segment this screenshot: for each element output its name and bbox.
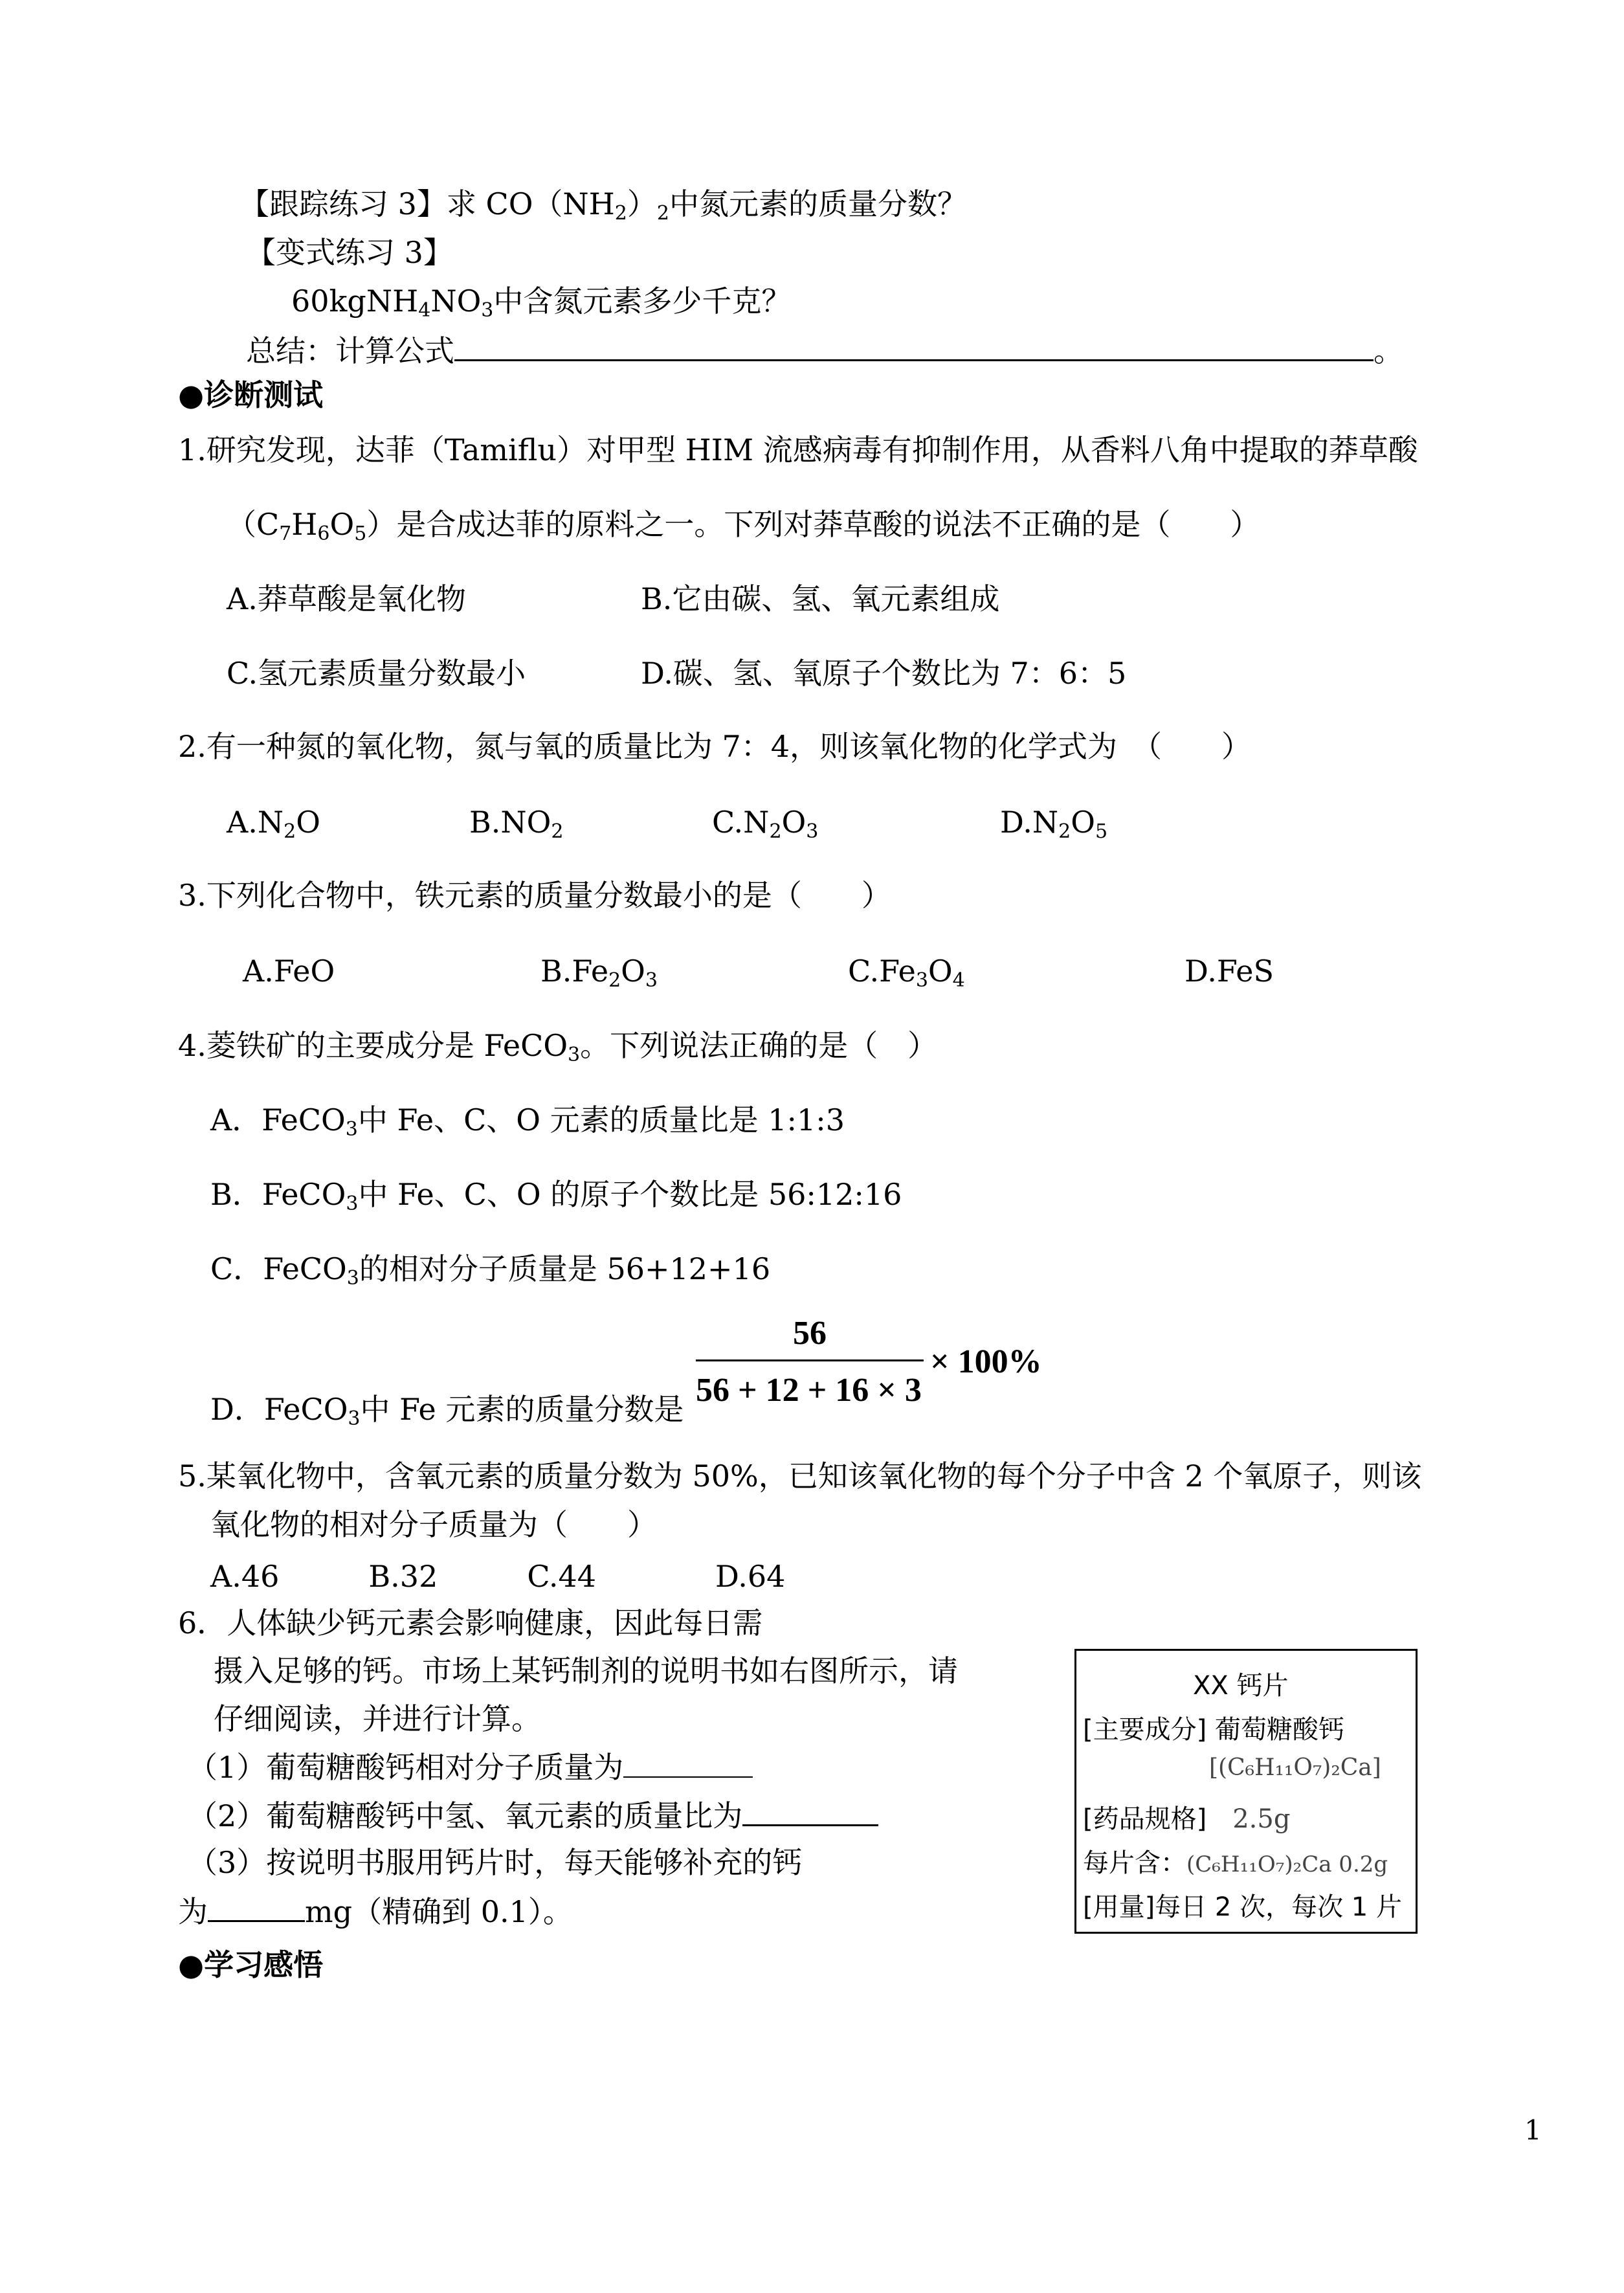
label-spec: [药品规格] 2.5g — [1083, 1804, 1291, 1834]
label-dosage: [用量]每日 2 次，每次 1 片 — [1083, 1892, 1402, 1922]
learning-heading: ●学习感悟 — [178, 1947, 324, 1982]
fraction-denominator: 56 + 12 + 16 × 3 — [696, 1372, 922, 1409]
q6-sub4: 为 mg（精确到 0.1）。 — [178, 1894, 573, 1929]
q5-options[interactable]: A.46 B.32 C.44 D.64 — [210, 1559, 786, 1594]
q2-option-d[interactable]: $D.N_2O_5$ — [1000, 805, 1108, 843]
q2-stem: 2.有一种氮的氧化物，氮与氧的质量比为 7：4，则该氧化物的化学式为 （ ） — [178, 729, 1252, 764]
variant-practice-title: 【变式练习 3】 — [246, 235, 453, 270]
fraction-numerator: 56 — [793, 1315, 827, 1352]
fraction-multiplier: × 100% — [930, 1343, 1042, 1380]
follow-practice-question: 【跟踪练习 3】求 $CO(NH_2)_2$中氮元素的质量分数？ — [239, 186, 967, 225]
variant-practice-question: $60kgNH_4NO_3$中含氮元素多少千克？ — [291, 284, 792, 322]
q6-answer2-blank[interactable] — [742, 1798, 878, 1826]
q6-stem-line1: 6．人体缺少钙元素会影响健康，因此每日需 — [178, 1605, 763, 1640]
q3-stem: 3.下列化合物中，铁元素的质量分数最小的是（ ） — [178, 878, 891, 913]
q3-option-a[interactable]: A.FeO — [243, 954, 335, 989]
q4-option-d[interactable]: D．FeCO$_3$中 Fe 元素的质量分数是 — [210, 1392, 684, 1430]
q4-option-a[interactable]: A．FeCO$_3$中 Fe、C、O 元素的质量比是 1:1:3 — [210, 1102, 845, 1141]
calcium-tablet-label — [1074, 1649, 1418, 1934]
q5-stem-line1: 5.某氧化物中，含氧元素的质量分数为 50%，已知该氧化物的每个分子中含 2 个氧原子，则该 — [178, 1459, 1422, 1493]
q4-option-b[interactable]: B．FeCO$_3$中 Fe、C、O 的原子个数比是 56:12:16 — [210, 1177, 902, 1215]
q1-option-c[interactable]: C.氢元素质量分数最小 — [227, 656, 526, 691]
q5-stem-line2: 氧化物的相对分子质量为（ ） — [210, 1507, 657, 1542]
formula-answer-blank[interactable] — [454, 333, 1374, 361]
q6-answer3-blank[interactable] — [208, 1894, 305, 1922]
q1-stem-line1: 1.研究发现，达菲（Tamiflu）对甲型 HIM 流感病毒有抑制作用，从香料八角中提取的莽草酸 — [178, 432, 1418, 467]
q6-sub3: （3）按说明书服用钙片时，每天能够补充的钙 — [188, 1845, 803, 1880]
q3-option-c[interactable]: $C.Fe_3O_4$ — [848, 954, 965, 992]
page-number: 1 — [1524, 2114, 1542, 2146]
diagnostic-heading: ●诊断测试 — [178, 377, 324, 412]
q1-option-b[interactable]: B.它由碳、氢、氧元素组成 — [641, 581, 1000, 616]
label-title: XX 钙片 — [1193, 1671, 1289, 1701]
label-formula: [(C₆H₁₁O₇)₂Ca] — [1209, 1754, 1381, 1781]
fraction-bar — [696, 1359, 924, 1361]
q4-option-c[interactable]: C．FeCO$_3$的相对分子质量是 56+12+16 — [210, 1251, 771, 1290]
q6-sub1: （1）葡萄糖酸钙相对分子质量为 — [188, 1751, 753, 1784]
label-main-ingredient: [主要成分] 葡萄糖酸钙 — [1083, 1715, 1344, 1745]
summary-formula: 总结：计算公式 。 — [246, 333, 1403, 368]
q2-option-a[interactable]: $A.N_2O$ — [227, 805, 320, 843]
q6-sub2: （2）葡萄糖酸钙中氢、氧元素的质量比为 — [188, 1798, 878, 1833]
mass-fraction-formula — [696, 1314, 1084, 1418]
q6-stem-line2: 摄入足够的钙。市场上某钙制剂的说明书如右图所示，请 — [214, 1653, 958, 1688]
q3-option-b[interactable]: $B.Fe_2O_3$ — [540, 954, 658, 992]
q6-stem-line3: 仔细阅读，并进行计算。 — [214, 1701, 541, 1736]
q1-stem-line2: $(C_7H_6O_5)$是合成达菲的原料之一。下列对莽草酸的说法不正确的是（ ） — [227, 507, 1260, 545]
q4-stem: 4.菱铁矿的主要成分是 FeCO$_3$。下列说法正确的是（ ） — [178, 1028, 938, 1066]
q3-option-d[interactable]: D.FeS — [1185, 954, 1274, 989]
q2-option-b[interactable]: $B.NO_2$ — [469, 805, 564, 843]
label-per-tablet: 每片含：(C₆H₁₁O₇)₂Ca 0.2g — [1083, 1848, 1388, 1878]
q1-option-d[interactable]: D.碳、氢、氧原子个数比为 7：6：5 — [641, 656, 1127, 691]
q6-answer1-blank[interactable] — [623, 1751, 753, 1778]
q1-option-a[interactable]: A.莽草酸是氧化物 — [227, 581, 466, 616]
q2-option-c[interactable]: $C.N_2O_3$ — [712, 805, 819, 843]
